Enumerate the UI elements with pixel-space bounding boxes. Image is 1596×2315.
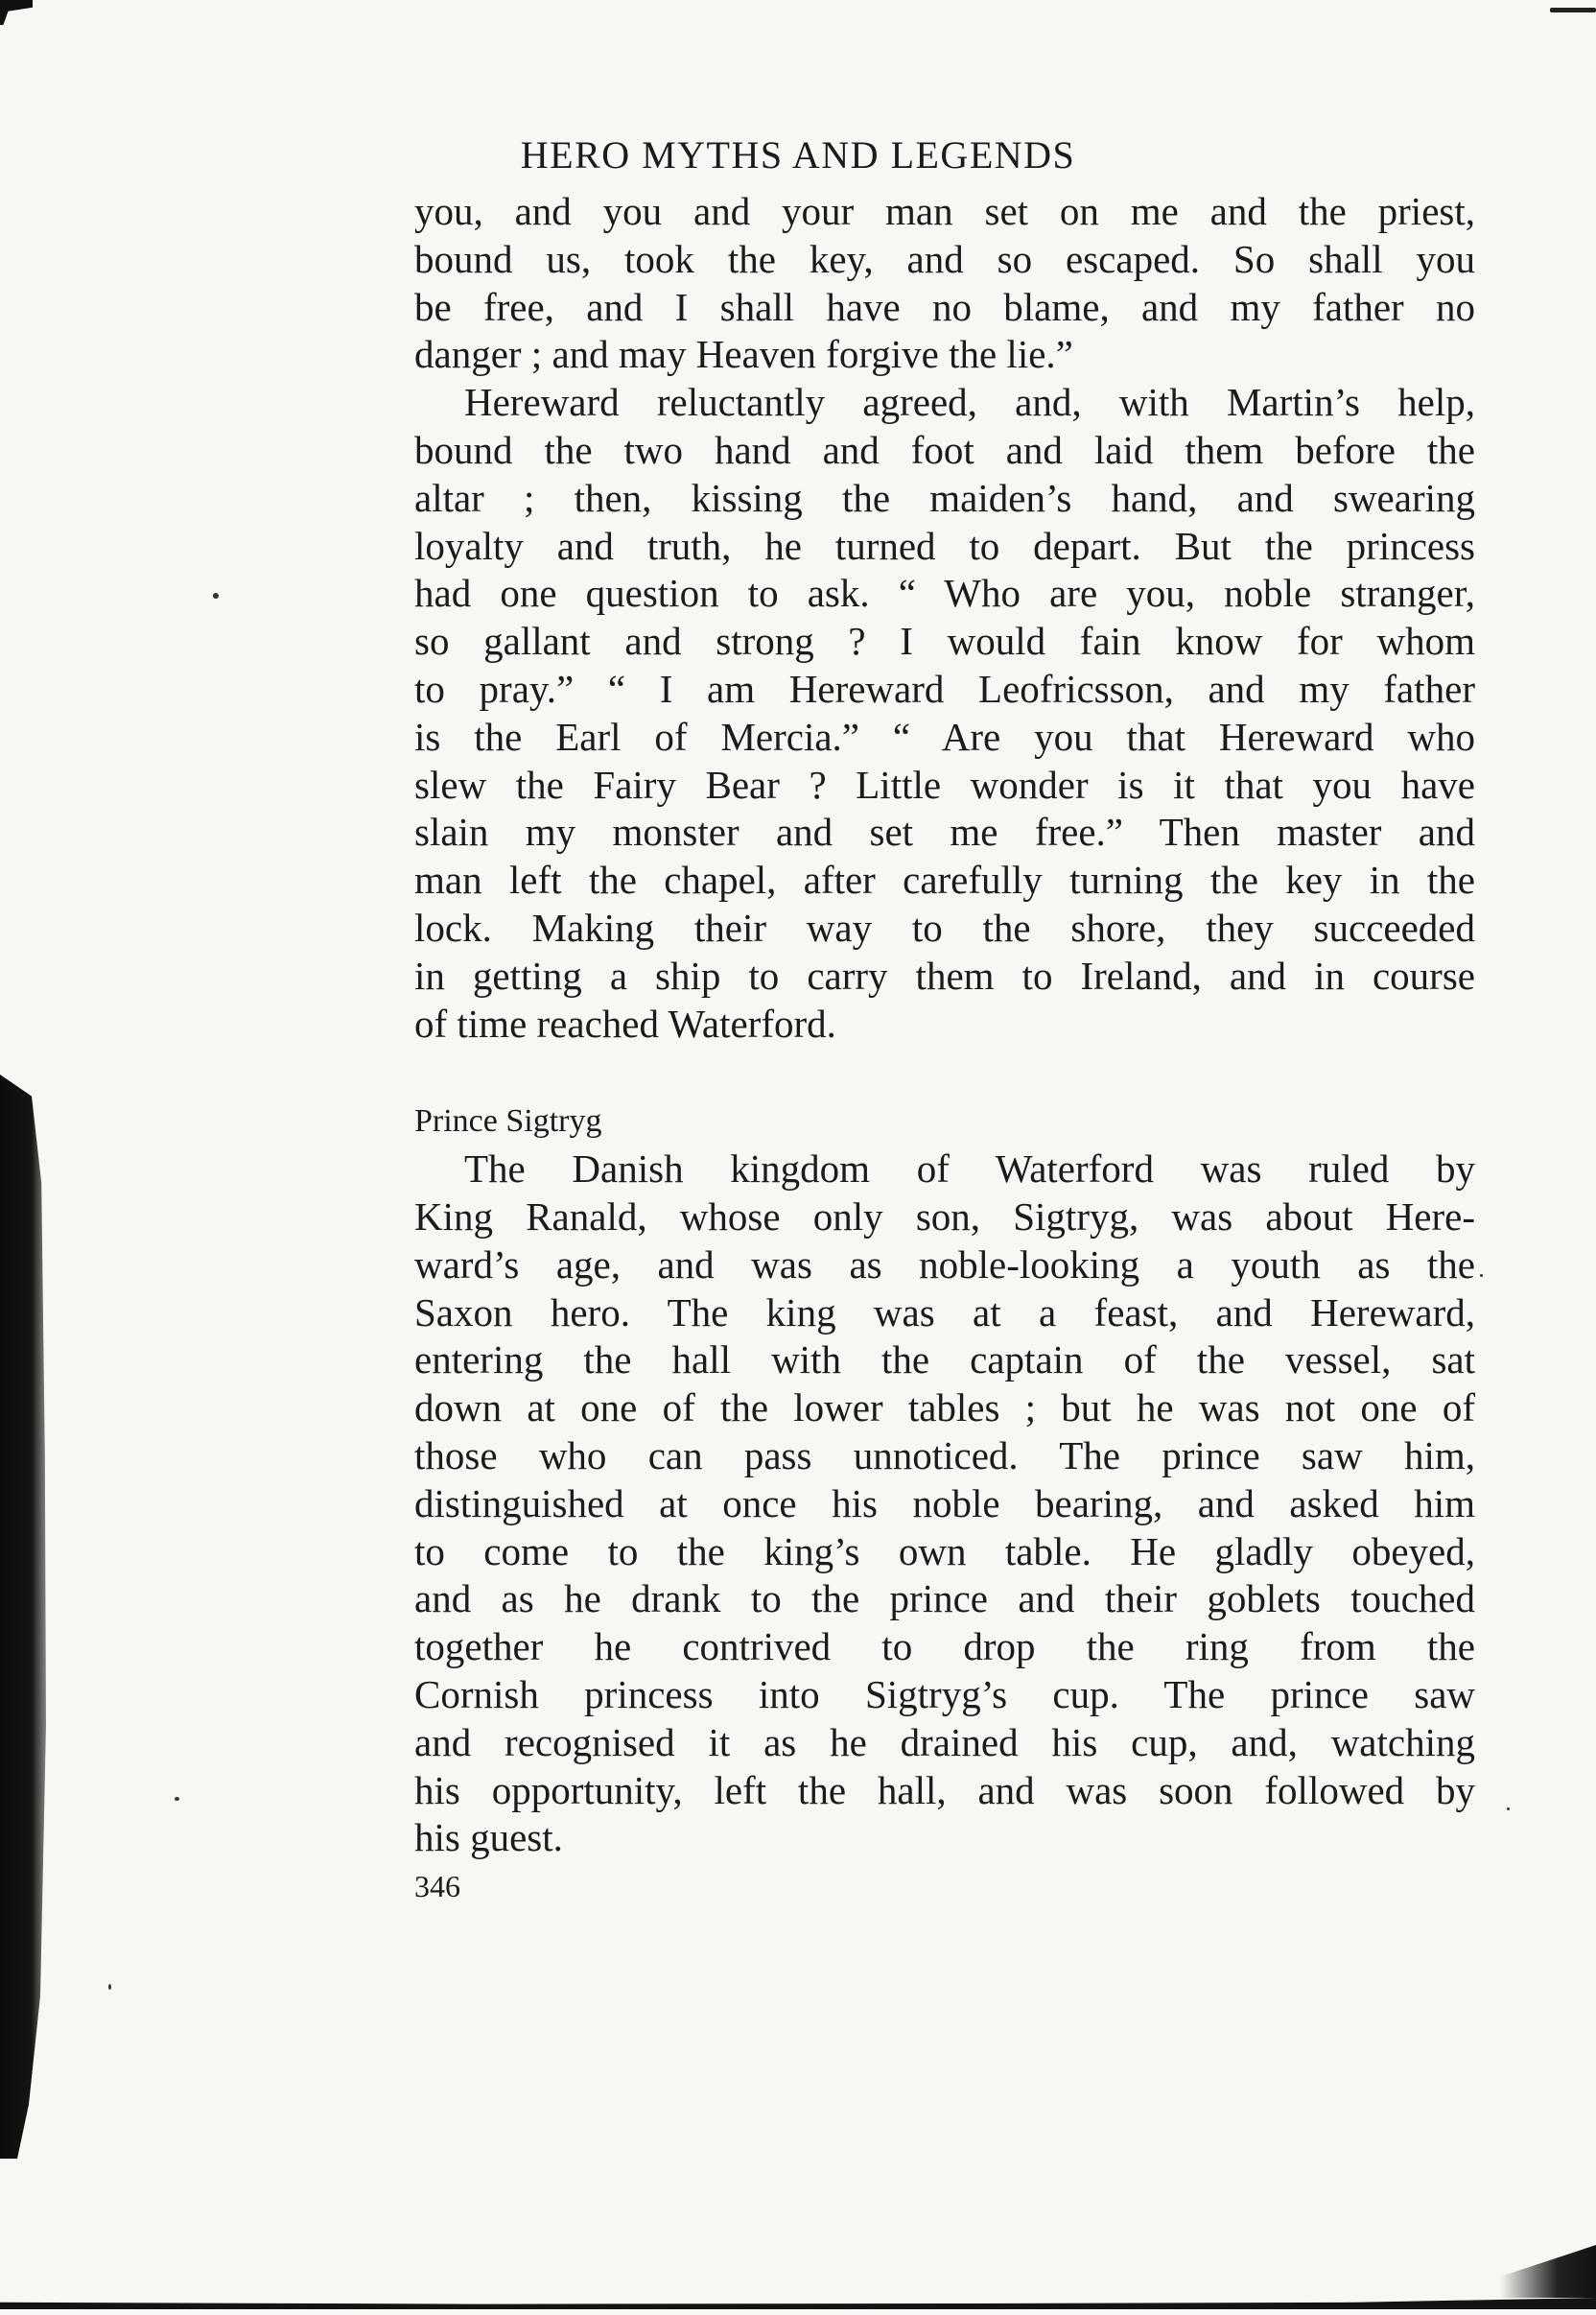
text-line: and as he drank to the prince and their goblets touched — [414, 1576, 1475, 1621]
text-line: danger ; and may Heaven forgive the lie.” — [414, 332, 1073, 377]
text-line: those who can pass unnoticed. The prince saw him, — [414, 1432, 1475, 1477]
scan-bottom-edge — [0, 2298, 1596, 2309]
text-line: to come to the king’s own table. He gladly obeyed, — [414, 1528, 1475, 1573]
text-line: down at one of the lower tables ; but he was not one of — [414, 1385, 1475, 1430]
text-line: The Danish kingdom of Waterford was ruled by — [464, 1146, 1475, 1192]
text-line: in getting a ship to carry them to Ireland, and in course — [414, 953, 1475, 998]
text-line: to pray.” “ I am Hereward Leofricsson, and my father — [414, 666, 1475, 711]
dust-speck — [175, 1797, 179, 1801]
dust-speck — [1507, 1807, 1510, 1810]
text-line: together he contrived to drop the ring from the — [414, 1624, 1475, 1669]
dust-speck — [108, 1984, 111, 1990]
text-line: his guest. — [414, 1815, 563, 1860]
scan-corner-mark — [0, 0, 33, 25]
text-line: distinguished at once his noble bearing, and asked him — [414, 1480, 1475, 1525]
text-line: his opportunity, left the hall, and was soon followed by — [414, 1767, 1475, 1812]
text-line: Cornish princess into Sigtryg’s cup. The prince saw — [414, 1671, 1475, 1716]
dust-speck — [213, 593, 219, 599]
page-number: 346 — [414, 1869, 460, 1903]
text-line: is the Earl of Mercia.” “ Are you that Hereward who — [414, 714, 1475, 759]
paragraph-1 — [414, 188, 1475, 379]
text-line: King Ranald, whose only son, Sigtryg, was about Here- — [414, 1193, 1475, 1239]
running-head: HERO MYTHS AND LEGENDS — [520, 133, 1076, 177]
text-line: so gallant and strong ? I would fain know for whom — [414, 619, 1475, 664]
paragraph-3 — [414, 1146, 1475, 1862]
dust-speck — [1480, 1274, 1483, 1277]
text-line: bound us, took the key, and so escaped. So shall you — [414, 236, 1475, 281]
text-line: Saxon hero. The king was at a feast, and Hereward, — [414, 1289, 1475, 1335]
text-line: Hereward reluctantly agreed, and, with Martin’s help, — [464, 380, 1475, 425]
text-line: you, and you and your man set on me and the priest, — [414, 189, 1475, 233]
section-heading: Prince Sigtryg — [414, 1103, 602, 1140]
text-line: had one question to ask. “ Who are you, noble stranger, — [414, 571, 1475, 616]
scan-bottom-right-shadow — [1500, 2245, 1596, 2298]
text-line: of time reached Waterford. — [414, 1001, 836, 1046]
text-line: man left the chapel, after carefully turning the key in the — [414, 858, 1475, 903]
text-line: loyalty and truth, he turned to depart. But the princess — [414, 523, 1475, 568]
text-line: bound the two hand and foot and laid them before the — [414, 427, 1475, 472]
scan-edge-mark — [1550, 8, 1596, 12]
text-line: slain my monster and set me free.” Then master and — [414, 810, 1475, 855]
text-line: and recognised it as he drained his cup, and, watching — [414, 1719, 1475, 1764]
text-line: ward’s age, and was as noble-looking a youth as the — [414, 1241, 1475, 1287]
body-text — [414, 188, 1475, 1862]
binding-shadow — [0, 1075, 58, 2159]
text-line: slew the Fairy Bear ? Little wonder is it that you have — [414, 762, 1475, 807]
text-line: altar ; then, kissing the maiden’s hand, and swearing — [414, 475, 1475, 520]
text-line: entering the hall with the captain of the vessel, sat — [414, 1337, 1475, 1382]
text-line: lock. Making their way to the shore, they succeeded — [414, 905, 1475, 950]
text-line: be free, and I shall have no blame, and my father no — [414, 284, 1475, 329]
paragraph-2 — [414, 379, 1475, 1048]
